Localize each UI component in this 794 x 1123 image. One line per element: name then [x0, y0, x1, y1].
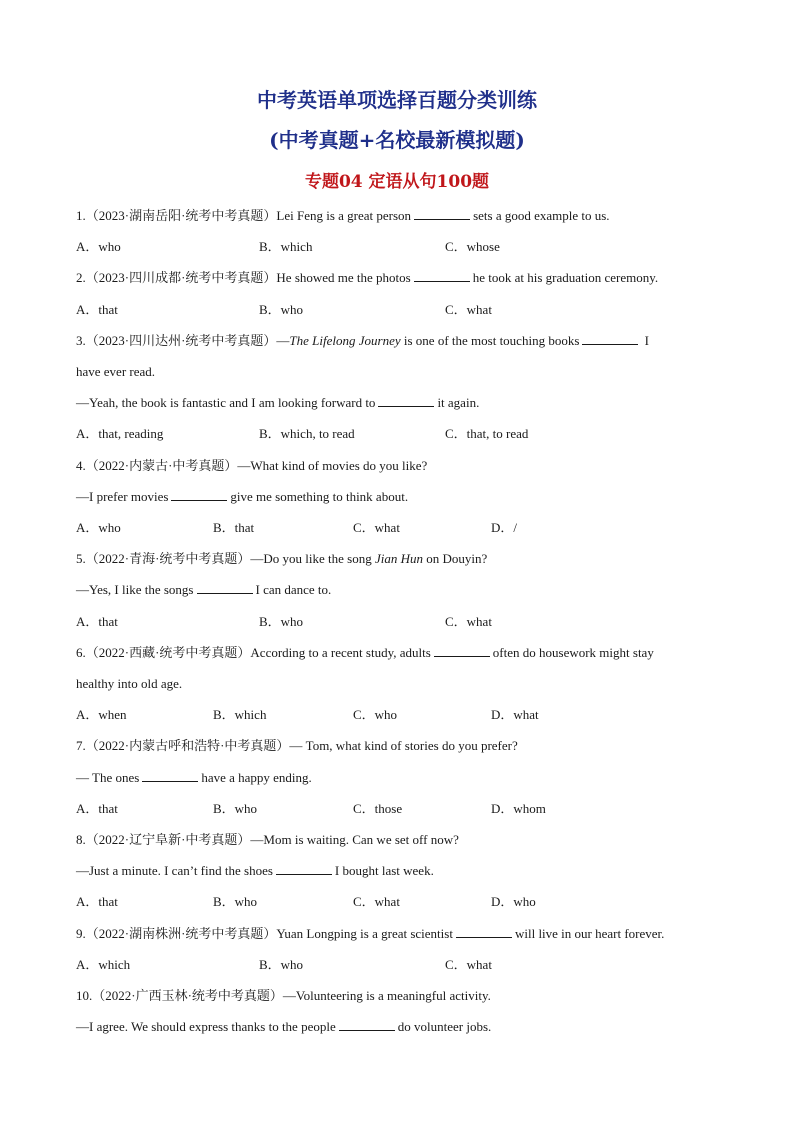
question-8-option-a: A．that	[76, 894, 118, 909]
question-1-stem: 1.（2023·湖南岳阳·统考中考真题）Lei Feng is a great person sets a good example to us.	[76, 208, 610, 223]
answer-blank	[414, 207, 470, 220]
question-5-option-c: C．what	[445, 614, 492, 629]
answer-blank	[197, 581, 253, 594]
question-6-option-c: C．who	[353, 707, 398, 722]
question-6-stem-continued: healthy into old age.	[76, 676, 183, 691]
question-1-option-c: C．whose	[445, 239, 500, 254]
question-2-option-a: A．that	[76, 302, 118, 317]
question-9-option-b: B．who	[259, 957, 304, 972]
question-7-option-b: B．who	[213, 801, 258, 816]
answer-blank	[456, 925, 512, 938]
question-5-reply: —Yes, I like the songs I can dance to.	[76, 582, 332, 597]
question-2-option-b: B．who	[259, 302, 304, 317]
document-subtitle: (中考真题+名校最新模拟题)	[269, 128, 525, 152]
question-9-option-c: C．what	[445, 957, 492, 972]
answer-blank	[582, 332, 638, 345]
question-4-option-c: C．what	[353, 520, 400, 535]
question-6-option-a: A．when	[76, 707, 127, 722]
answer-blank	[339, 1018, 395, 1031]
question-4-option-a: A．who	[76, 520, 121, 535]
question-4-stem: 4.（2022·内蒙古·中考真题）—What kind of movies do you like?	[76, 458, 428, 473]
question-7-option-a: A．that	[76, 801, 118, 816]
question-7-stem: 7.（2022·内蒙古呼和浩特·中考真题）— Tom, what kind of stories do you prefer?	[76, 738, 518, 753]
answer-blank	[434, 644, 490, 657]
question-9-option-a: A．which	[76, 957, 131, 972]
answer-blank	[414, 269, 470, 282]
question-7-option-c: C．those	[353, 801, 403, 816]
document-title: 中考英语单项选择百题分类训练	[257, 88, 537, 112]
question-8-reply: —Just a minute. I can’t find the shoes I bought last week.	[76, 863, 434, 878]
question-7-reply: — The ones have a happy ending.	[76, 770, 312, 785]
question-1-option-b: B．which	[259, 239, 313, 254]
question-3-stem: 3.（2023·四川达州·统考中考真题）—The Lifelong Journey is one of the most touching books I	[76, 333, 649, 348]
topic-heading: 专题04 定语从句100题	[304, 172, 490, 192]
question-1-option-a: A．who	[76, 239, 121, 254]
question-7-option-d: D．whom	[491, 801, 546, 816]
question-6-stem: 6.（2022·西藏·统考中考真题）According to a recent study, adults often do housework might stay	[76, 645, 654, 660]
answer-blank	[142, 769, 198, 782]
question-8-option-b: B．who	[213, 894, 258, 909]
question-2-option-c: C．what	[445, 302, 492, 317]
question-3-stem-continued: have ever read.	[76, 364, 156, 379]
question-3-option-a: A．that, reading	[76, 426, 164, 441]
question-3-option-b: B．which, to read	[259, 426, 355, 441]
question-8-stem: 8.（2022·辽宁阜新·中考真题）—Mom is waiting. Can we set off now?	[76, 832, 459, 847]
question-9-stem: 9.（2022·湖南株洲·统考中考真题）Yuan Longping is a great scientist will live in our heart forever.	[76, 926, 665, 941]
question-10-stem: 10.（2022·广西玉林·统考中考真题）—Volunteering is a meaningful activity.	[76, 988, 491, 1003]
question-5-stem: 5.（2022·青海·统考中考真题）—Do you like the song Jian Hun on Douyin?	[76, 551, 488, 566]
answer-blank	[171, 488, 227, 501]
question-3-option-c: C．that, to read	[445, 426, 529, 441]
question-10-reply: —I agree. We should express thanks to the people do volunteer jobs.	[76, 1019, 492, 1034]
question-3-reply: —Yeah, the book is fantastic and I am looking forward to it again.	[76, 395, 480, 410]
question-2-stem: 2.（2023·四川成都·统考中考真题）He showed me the photos he took at his graduation ceremony.	[76, 270, 659, 285]
question-4-option-d: D．/	[491, 520, 518, 535]
answer-blank	[378, 394, 434, 407]
question-4-option-b: B．that	[213, 520, 255, 535]
question-8-option-d: D．who	[491, 894, 536, 909]
question-5-option-b: B．who	[259, 614, 304, 629]
question-6-option-b: B．which	[213, 707, 267, 722]
question-4-reply: —I prefer movies give me something to think about.	[76, 489, 409, 504]
question-6-option-d: D．what	[491, 707, 539, 722]
answer-blank	[276, 862, 332, 875]
question-8-option-c: C．what	[353, 894, 400, 909]
question-5-option-a: A．that	[76, 614, 118, 629]
